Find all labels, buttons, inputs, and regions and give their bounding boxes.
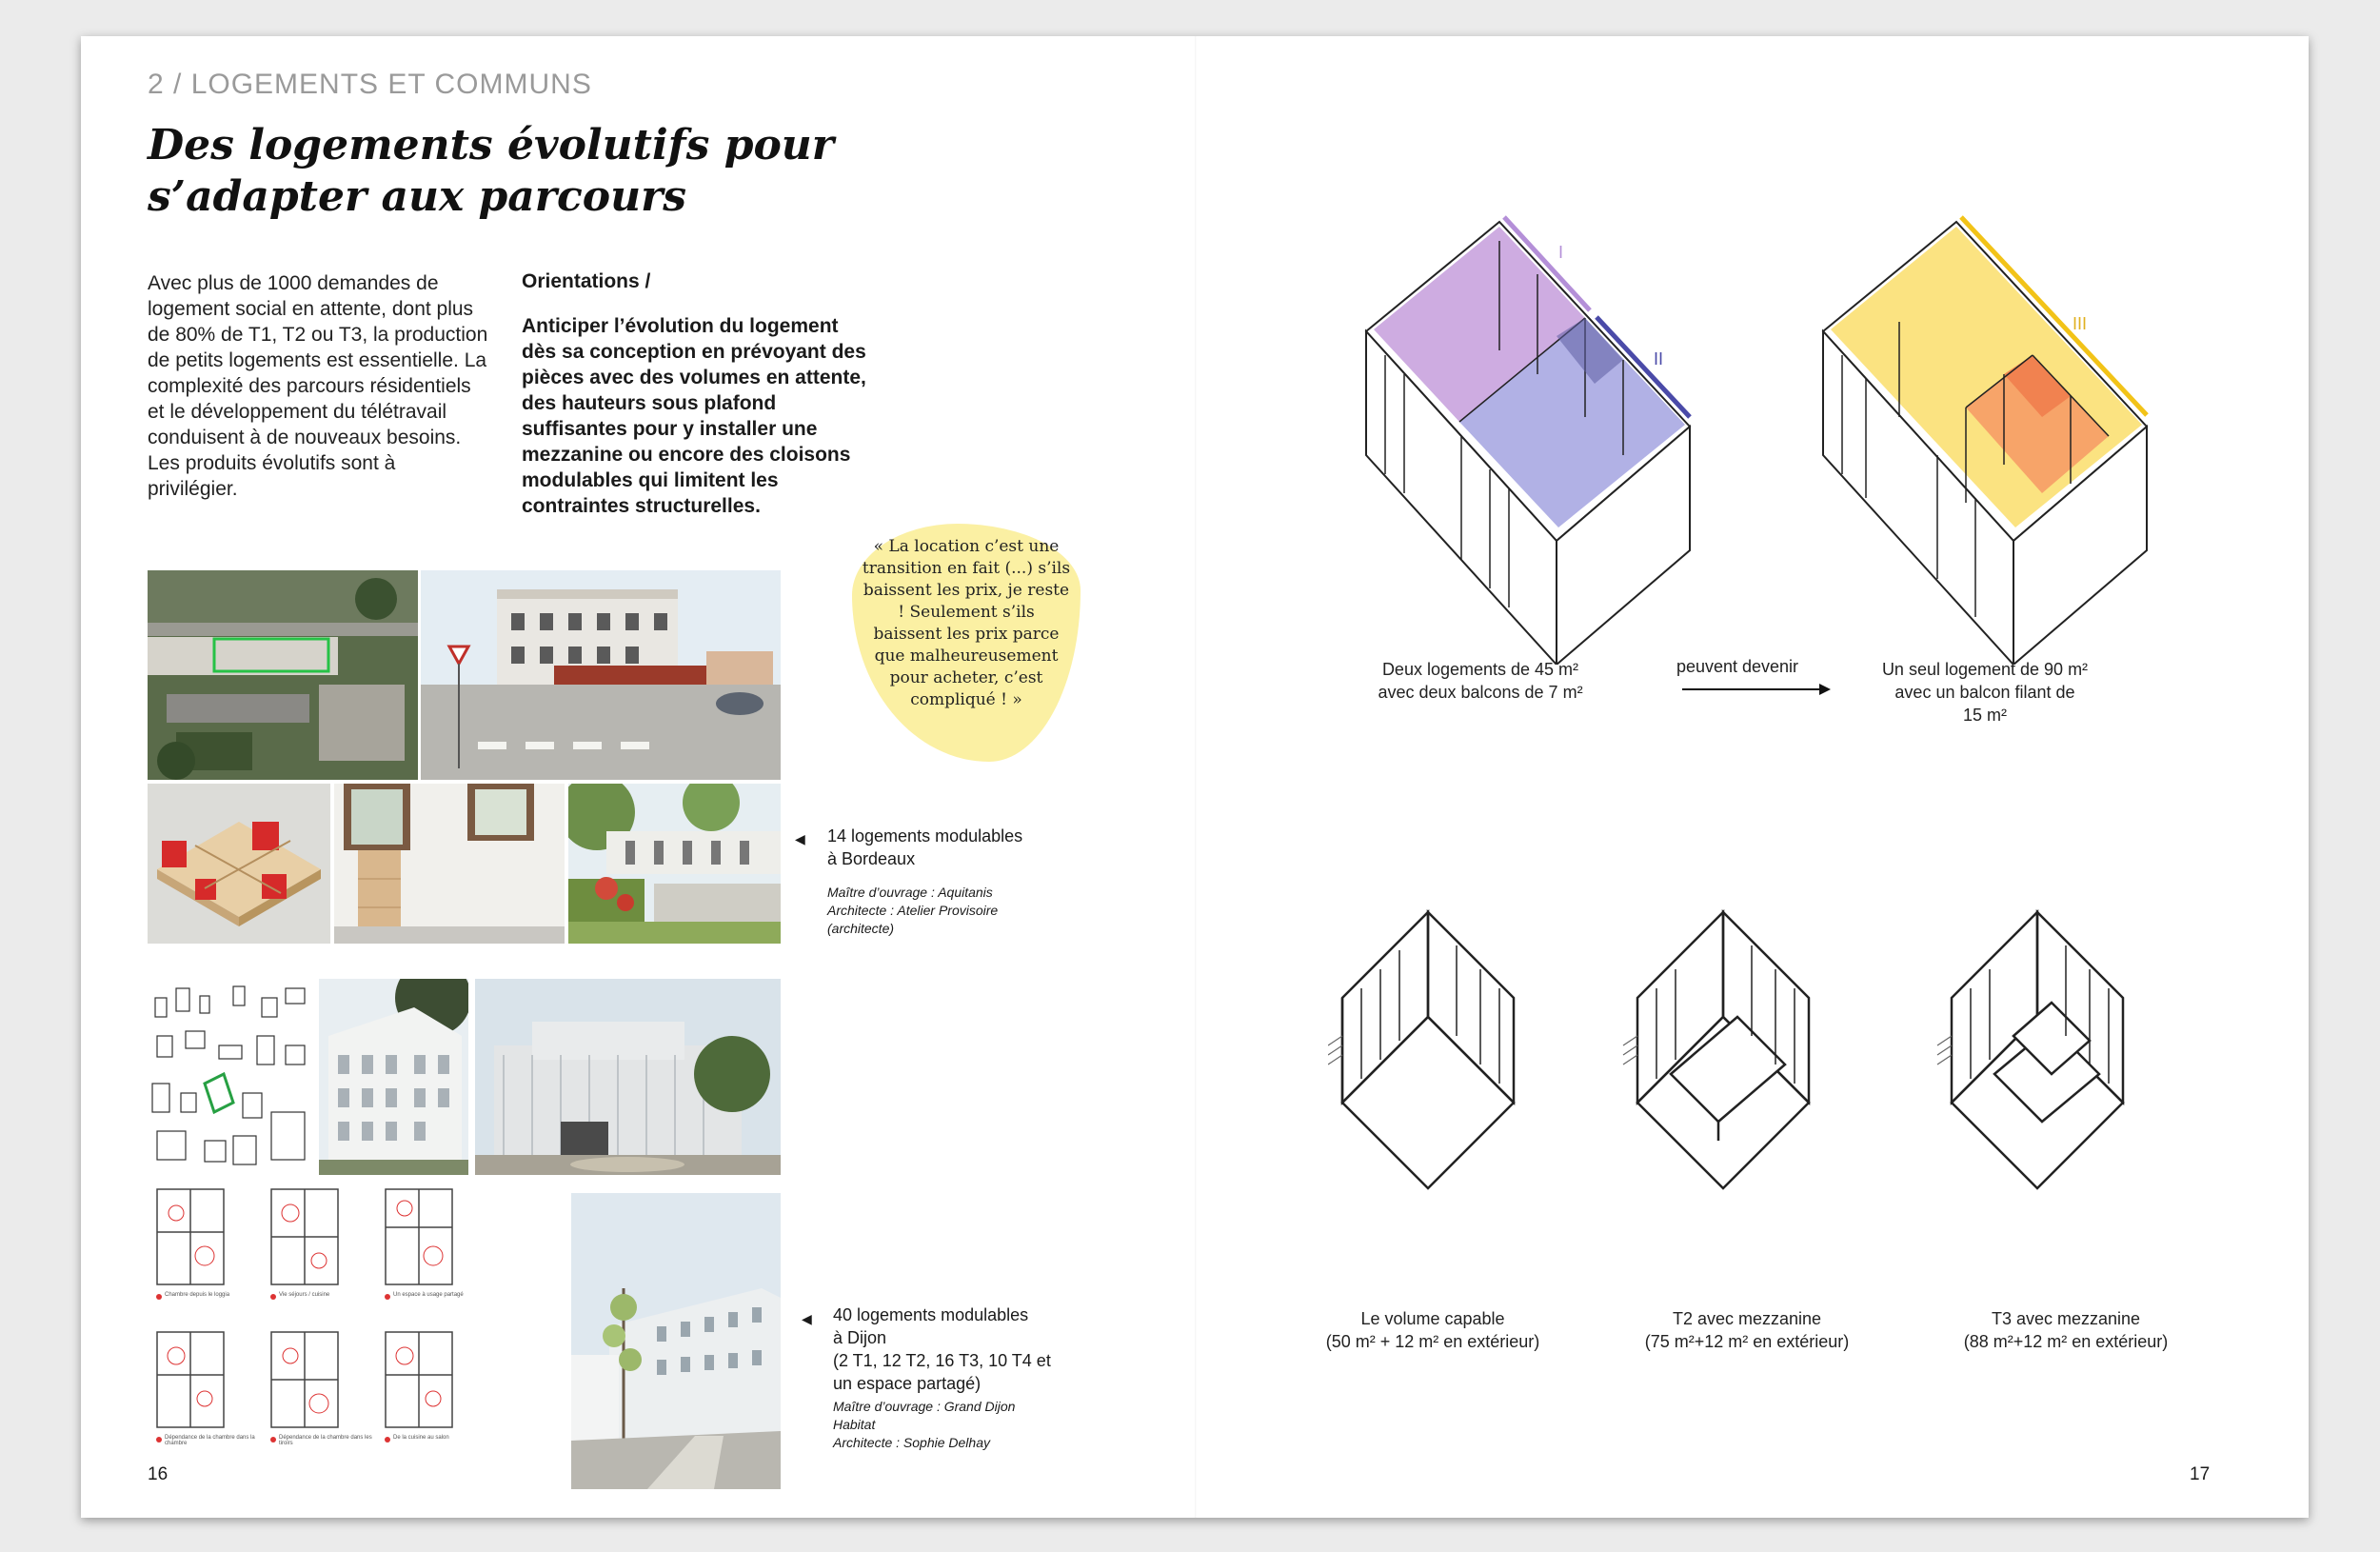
pointer-triangle-icon: ◀: [795, 831, 805, 846]
top-axonometric-diagrams: [1347, 169, 2204, 665]
caption-line1: T2 avec mezzanine: [1672, 1309, 1822, 1328]
project1-caption: [827, 825, 1022, 870]
label-III: III: [2073, 314, 2088, 333]
plan-caption-4: Dépendance de la chambre dans la chambre: [165, 1435, 255, 1446]
plan-caption-3: Un espace à usage partagé: [393, 1292, 464, 1298]
project1-owner: Maître d’ouvrage : Aquitanis: [827, 885, 993, 900]
building-photo-dijon-1: [319, 979, 468, 1175]
right-caption-line1: Un seul logement de 90 m²: [1881, 660, 2089, 679]
project2-title-line2: à Dijon: [833, 1328, 887, 1347]
caption-line2: (50 m² + 12 m² en extérieur): [1325, 1332, 1540, 1351]
plan-caption-6: De la cuisine au salon: [393, 1435, 449, 1441]
aerial-photo-bordeaux: [148, 570, 418, 780]
project2-architect: Architecte : Sophie Delhay: [833, 1435, 990, 1450]
courtyard-photo-dijon: [571, 1193, 781, 1489]
pointer-triangle-icon: ◀: [802, 1311, 812, 1326]
project2-owner-line1: Maître d’ouvrage : Grand Dijon: [833, 1399, 1016, 1414]
volume-capable-diagram: [1328, 912, 1514, 1188]
caption-line2: (88 m²+12 m² en extérieur): [1963, 1332, 2169, 1351]
magazine-spread: [81, 36, 2309, 1518]
project1-title-line1: 14 logements modulables: [827, 826, 1023, 846]
interior-photo-bordeaux: [334, 784, 565, 944]
section-label: 2 / LOGEMENTS ET COMMUNS: [148, 69, 592, 100]
left-caption-line2: avec deux balcons de 7 m²: [1378, 683, 1583, 702]
t3-mezzanine-caption: [1928, 1307, 2204, 1353]
title-line-2: s’adapter aux parcours: [148, 172, 687, 221]
project1-title-line2: à Bordeaux: [827, 849, 916, 868]
page-number-left: 16: [148, 1464, 169, 1484]
spine-gutter: [1195, 36, 1197, 1518]
left-caption-line1: Deux logements de 45 m²: [1381, 660, 1579, 679]
left-diagram-caption: [1347, 658, 1614, 704]
t2-mezzanine-caption: [1609, 1307, 1885, 1353]
caption-line1: Le volume capable: [1360, 1309, 1505, 1328]
two-units-diagram: [1366, 217, 1690, 665]
right-arrow-icon: [1680, 680, 1833, 699]
plan-caption-2: Vie séjours / cuisine: [279, 1292, 330, 1298]
project2-title-line1: 40 logements modulables: [833, 1305, 1029, 1324]
garden-photo-bordeaux: [568, 784, 781, 944]
project1-credits: [827, 884, 998, 938]
orientations-heading: Orientations /: [522, 270, 651, 292]
bottom-axonometric-diagrams: [1328, 874, 2166, 1274]
project2-owner-line2: Habitat: [833, 1417, 876, 1432]
plan-caption-5: Dépendance de la chambre dans les tiroirs: [279, 1435, 372, 1446]
project2-credits: [833, 1398, 1015, 1452]
t3-mezzanine-diagram: [1937, 912, 2123, 1188]
title-line-1: Des logements évolutifs pour: [148, 121, 834, 169]
plan-caption-1: Chambre depuis le loggia: [165, 1292, 230, 1298]
model-photo-bordeaux: [148, 784, 330, 944]
project2-caption: [833, 1303, 1051, 1395]
label-I: I: [1558, 243, 1564, 262]
t2-mezzanine-diagram: [1623, 912, 1809, 1188]
orientations-body: Anticiper l’évolution du logement dès sa conception en prévoyant des pièces avec des volumes en attente, des hauteurs sous plafond suffisantes pour y installer une mezzanine ou encore des cloisons modulables qui limitent les contraintes structurelles.: [522, 315, 866, 517]
single-unit-diagram: [1823, 217, 2147, 665]
project1-architect-line2: (architecte): [827, 921, 895, 936]
project2-title-line4: un espace partagé): [833, 1374, 982, 1393]
right-caption-line3: 15 m²: [1962, 706, 2007, 725]
arrow-label: peuvent devenir: [1676, 657, 1799, 676]
right-caption-line2: avec un balcon filant de: [1894, 683, 2075, 702]
page-title: [148, 120, 871, 223]
caption-line1: T3 avec mezzanine: [1991, 1309, 2141, 1328]
page-number-right: 17: [2190, 1464, 2211, 1484]
project1-architect-line1: Architecte : Atelier Provisoire: [827, 903, 999, 918]
street-photo-bordeaux: [421, 570, 781, 780]
project2-title-line3: (2 T1, 12 T2, 16 T3, 10 T4 et: [833, 1351, 1051, 1370]
intro-paragraph: Avec plus de 1000 demandes de logement social en attente, dont plus de 80% de T1, T2 ou T3, la production de petits logements est essentielle. La complexité des parcours résidentiels et le développement du télétravail conduisent à de nouveaux besoins. Les produits évolutifs sont à privilégier.: [148, 272, 488, 500]
label-II: II: [1654, 349, 1664, 368]
right-diagram-caption: [1852, 658, 2118, 726]
resident-quote: « La location c’est une transition en fait (...) s’ils baissent les prix, je reste ! Seulement s’ils baissent les prix parce que malheureusement pour acheter, c’est compliqué ! »: [862, 537, 1071, 709]
site-plan-dijon: [148, 979, 313, 1175]
volume-capable-caption: [1295, 1307, 1571, 1353]
caption-line2: (75 m²+12 m² en extérieur): [1644, 1332, 1850, 1351]
building-photo-dijon-2: [475, 979, 781, 1175]
